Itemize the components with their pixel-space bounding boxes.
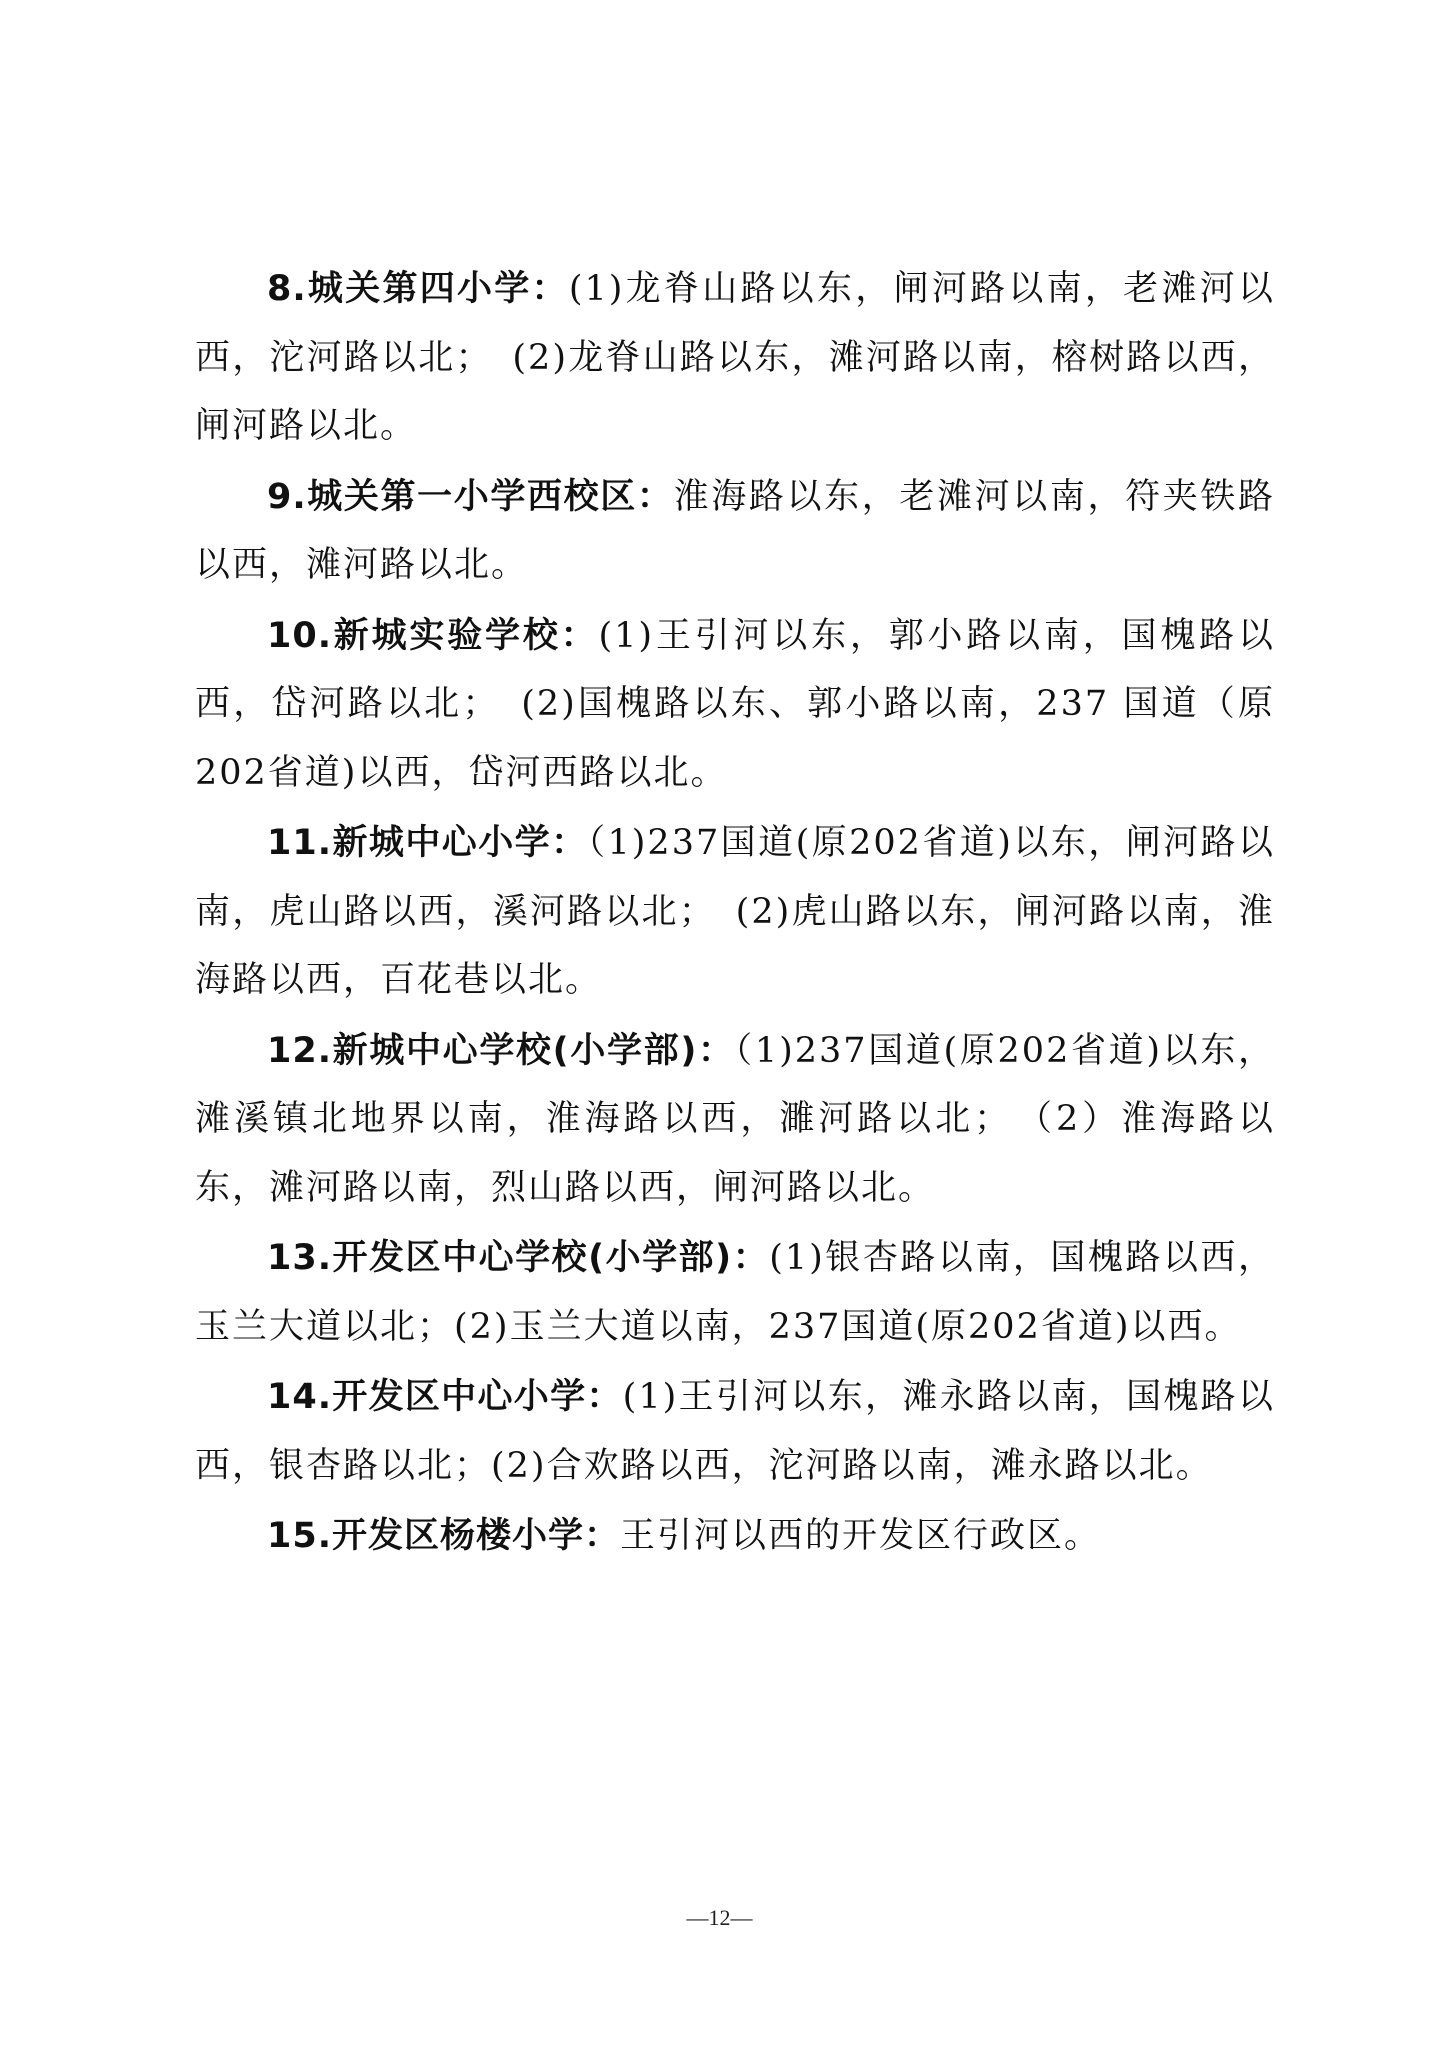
school-entry-11 bbox=[195, 809, 1275, 1015]
school-district-list bbox=[195, 255, 1275, 1573]
school-district-description: (1)王引河以东，滩永路以南，国槐路以西，银杏路以北；(2)合欢路以西，沱河路以南，滩永路以北。 bbox=[195, 1377, 1275, 1486]
school-district-description: （1)237国道(原202省道)以东，滩溪镇北地界以南，淮海路以西，濉河路以北； （2）淮海路以东，滩河路以南，烈山路以西，闸河路以北。 bbox=[195, 1030, 1275, 1208]
school-district-description: (1)银杏路以南，国槐路以西，玉兰大道以北；(2)玉兰大道以南，237国道(原202省道)以西。 bbox=[195, 1238, 1275, 1347]
school-name: 14.开发区中心小学： bbox=[267, 1377, 623, 1417]
school-district-description: (1)龙脊山路以东，闸河路以南，老滩河以西，沱河路以北； (2)龙脊山路以东，滩河路以南，榕树路以西，闸河路以北。 bbox=[195, 269, 1275, 446]
school-name: 15.开发区杨楼小学： bbox=[267, 1516, 621, 1556]
school-district-description: (1)王引河以东，郭小路以南，国槐路以西，岱河路以北； (2)国槐路以东、郭小路以南，237 国道（原202省道)以西，岱河西路以北。 bbox=[195, 615, 1275, 793]
school-name: 11.新城中心小学： bbox=[267, 823, 588, 863]
school-entry-10 bbox=[195, 602, 1275, 808]
school-entry-14 bbox=[195, 1363, 1275, 1500]
school-entry-8 bbox=[195, 255, 1275, 461]
school-name: 13.开发区中心学校(小学部)： bbox=[267, 1238, 770, 1278]
school-name: 12.新城中心学校(小学部)： bbox=[267, 1030, 735, 1071]
school-district-description: 淮海路以东，老滩河以南，符夹铁路以西，滩河路以北。 bbox=[195, 476, 1275, 585]
school-name: 8.城关第四小学： bbox=[267, 269, 569, 309]
school-district-description: （1)237国道(原202省道)以东，闸河路以南，虎山路以西，溪河路以北； (2)虎山路以东，闸河路以南，淮海路以西，百花巷以北。 bbox=[195, 823, 1275, 1000]
school-entry-15 bbox=[195, 1502, 1275, 1571]
school-name: 9.城关第一小学西校区： bbox=[267, 476, 674, 517]
school-entry-13 bbox=[195, 1224, 1275, 1361]
school-entry-12 bbox=[195, 1017, 1275, 1223]
school-entry-9 bbox=[195, 463, 1275, 600]
page-number: —12— bbox=[686, 1905, 753, 1930]
school-district-description: 王引河以西的开发区行政区。 bbox=[620, 1516, 1102, 1556]
school-name: 10.新城实验学校： bbox=[267, 615, 599, 656]
